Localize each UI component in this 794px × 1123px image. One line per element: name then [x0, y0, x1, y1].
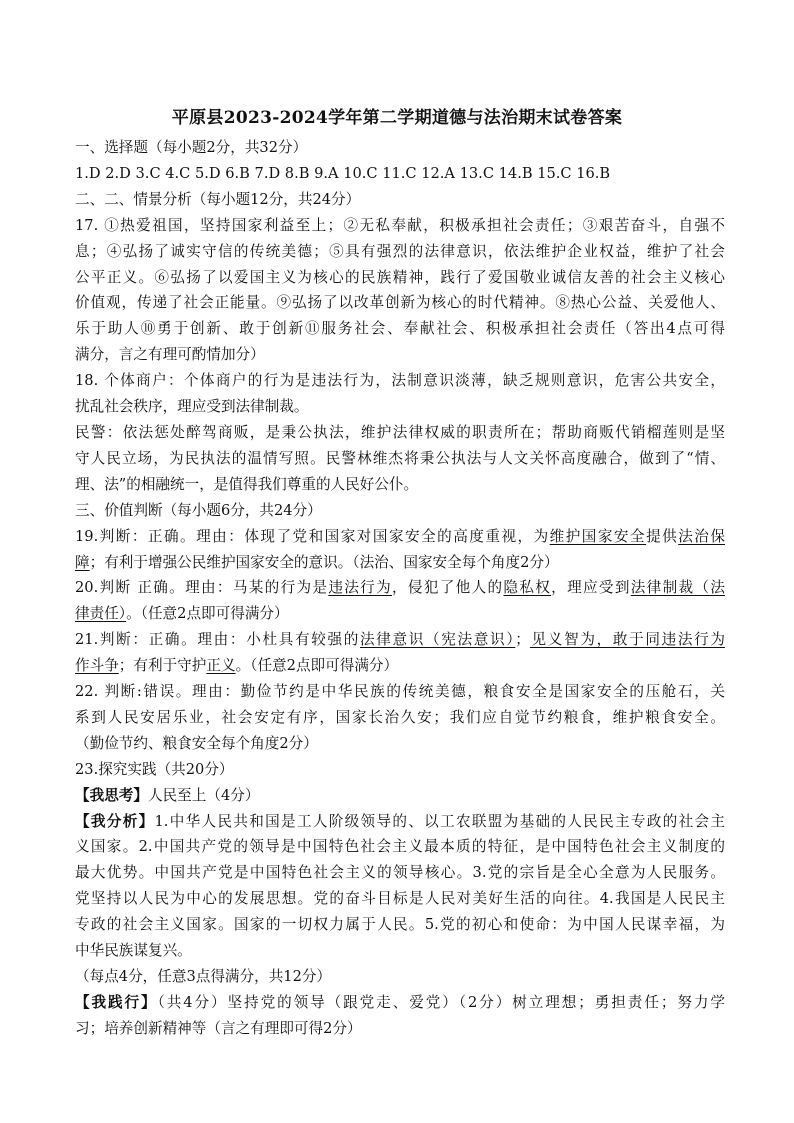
q23-practice-line: [75, 990, 725, 1016]
section3-heading: 三、价值判断（每小题6分，共24分）: [75, 501, 322, 519]
q23-analyze-line: 专政的社会主义国家。国家的一切权力属于人民。5.党的初心和使命：为中国人民谋幸福，为: [75, 916, 725, 934]
q20-text: 。（任意2点即可得满分）: [126, 605, 289, 623]
choice-answers: 1.D 2.D 3.C 4.C 5.D 6.B 7.D 8.B 9.A 10.C 11.C 12.A 13.C 14.B 15.C 16.B: [75, 164, 611, 182]
q19-line: [75, 524, 725, 550]
q20-underlined: 违法行为: [328, 579, 392, 597]
q18-line: 民警：依法惩处醉驾商贩，是秉公执法，维护法律权威的职责所在；帮助商贩代销榴莲则是坚: [75, 423, 725, 441]
q17-line: 乐于助人⑩勇于创新、敢于创新⑪服务社会、奉献社会、积极承担社会责任（答出4点可得: [75, 320, 725, 338]
q20-text: ，理应受到: [551, 579, 631, 597]
q23-practice-line: 习；培养创新精神等（言之有理即可得2分）: [75, 1019, 362, 1037]
section2-heading: 二、二、情景分析（每小题12分，共24分）: [75, 190, 361, 208]
q18-line: 理、法”的相融统一，是值得我们尊重的人民好公仆。: [75, 475, 419, 493]
q23-think: [75, 783, 725, 809]
document-title: 平原县2023-2024学年第二学期道德与法治期末试卷答案: [171, 108, 623, 128]
q22-line: （勤俭节约、粮食安全每个角度2分）: [75, 734, 318, 752]
q19-underlined: 法治保: [678, 527, 725, 545]
q21-line: [75, 653, 725, 679]
practice-text: （共4分）坚持党的领导（跟党走、爱党）（2分）树立理想；勇担责任；努力学: [157, 993, 725, 1011]
q20-text: ，侵犯了他人的: [392, 579, 504, 597]
q21-line: [75, 627, 725, 653]
q22-line: 22. 判断:错误。理由：勤俭节约是中华民族的传统美德，粮食安全是国家安全的压舱石，关: [75, 683, 725, 701]
q23-analyze-line: 最大优势。中国共产党是中国特色社会主义的领导核心。3.党的宗旨是全心全意为人民服务。: [75, 864, 725, 882]
q20-line: [75, 575, 725, 601]
q19-underlined: 障: [75, 553, 90, 571]
q21-text: 。（任意2点即可得满分）: [235, 657, 399, 675]
q21-underlined: 作斗争: [75, 657, 119, 675]
q17-line: 公平正义。⑥弘扬了以爱国主义为核心的民族精神，践行了爱国敬业诚信友善的社会主义核心: [75, 268, 725, 286]
q23-heading: 23.探究实践（共20分）: [75, 760, 234, 778]
practice-tag: 【我践行】: [75, 993, 158, 1011]
q23-analyze-line: 党坚持以人民为中心的发展思想。党的奋斗目标是人民对美好生活的向往。4.我国是人民民主: [75, 890, 725, 908]
q21-underlined: 正义: [206, 657, 236, 675]
q19-text: 19.判断：正确。理由：体现了党和国家对国家安全的高度重视，为: [75, 527, 550, 545]
q17-line: 17. ①热爱祖国，坚持国家利益至上；②无私奉献，积极承担社会责任；③艰苦奋斗，自强不: [75, 216, 725, 234]
q19-text: ；有利于增强公民维护国家安全的意识。（法治、国家安全每个角度2分）: [89, 553, 559, 571]
q18-line: 18. 个体商户：个体商户的行为是违法行为，法制意识淡薄，缺乏规则意识，危害公共安全，: [75, 372, 725, 390]
q20-text: 20.判断 正确。理由：马某的行为是: [75, 579, 329, 597]
analyze-tag: 【我分析】: [75, 812, 155, 830]
q21-text: 21.判断：正确。理由：小杜具有较强的: [75, 631, 360, 649]
q20-underlined: 法律制裁（法: [630, 579, 725, 597]
q19-underlined: 维护国家安全: [549, 527, 647, 545]
think-tag: 【我思考】: [75, 786, 148, 804]
q20-line: [75, 601, 725, 627]
q23-analyze-line: 义国家。2.中国共产党的领导是中国特色社会主义最本质的特征，是中国特色社会主义制度的: [75, 838, 725, 856]
q20-underlined: 隐私权: [503, 579, 552, 597]
q22-line: 系到人民安居乐业，社会安定有序，国家长治久安；我们应自觉节约粮食，维护粮食安全。: [75, 708, 725, 726]
q19-text: 提供: [646, 527, 679, 545]
q21-underlined: 法律意识（宪法意识）: [360, 631, 516, 649]
answer-body: [75, 135, 725, 1042]
q18-line: 守人民立场，为民执法的温情写照。民警林维杰将秉公执法与人文关怀高度融合，做到了“情、: [75, 449, 725, 467]
q23-analyze-line: 中华民族谋复兴。: [75, 942, 192, 960]
q18-line: 扰乱社会秩序，理应受到法律制裁。: [75, 398, 309, 416]
q21-text: ；有利于守护: [118, 657, 207, 675]
q20-underlined: 律责任）: [75, 605, 127, 623]
section1-heading: 一、选择题（每小题2分，共32分）: [75, 139, 308, 156]
analyze-text: 1.中华人民共和国是工人阶级领导的、以工农联盟为基础的人民民主专政的社会主: [154, 812, 725, 830]
q17-line: 价值观，传递了社会正能量。⑨弘扬了以改革创新为核心的时代精神。⑧热心公益、关爱他人、: [75, 294, 725, 312]
q21-text: ；: [515, 631, 530, 649]
q23-analyze-score: （每点4分，任意3点得满分，共12分）: [75, 968, 332, 985]
q23-analyze-line: [75, 809, 725, 835]
q19-line: [75, 550, 725, 576]
q21-underlined: 见义智为，敢于同违法行为: [529, 631, 725, 649]
think-text: 人民至上（4分）: [147, 786, 260, 804]
q17-line: 息；④弘扬了诚实守信的传统美德；⑤具有强烈的法律意识，依法维护企业权益，维护了社会: [75, 242, 725, 260]
q17-line: 满分，言之有理可酌情加分）: [75, 346, 265, 364]
